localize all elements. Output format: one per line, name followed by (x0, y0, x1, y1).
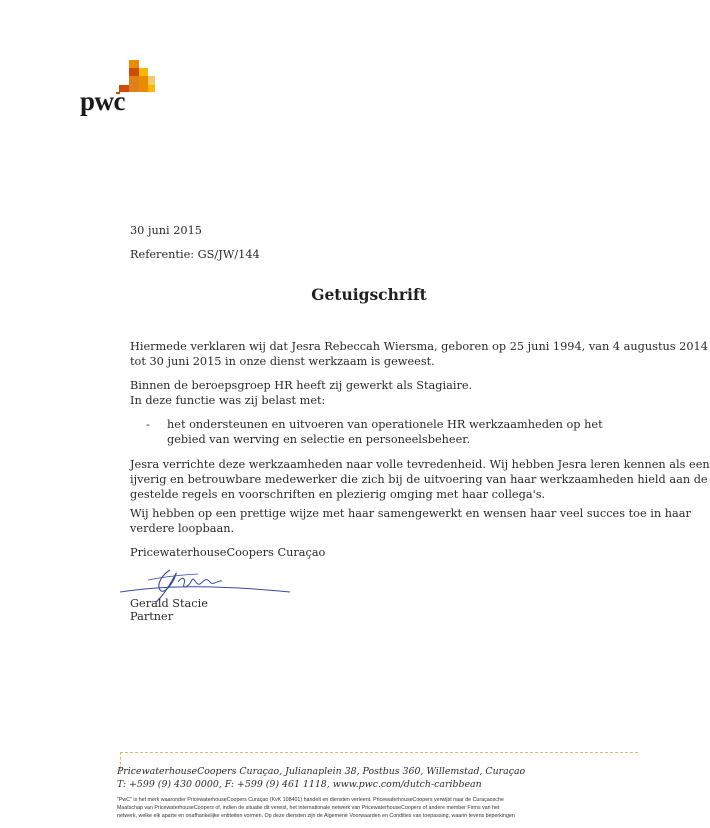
reference-number: Referentie: GS/JW/144 (130, 248, 260, 261)
signer-title: Partner (130, 610, 174, 623)
letter-date: 30 juni 2015 (130, 224, 202, 237)
paragraph-4-line-2: verdere loopbaan. (130, 522, 235, 535)
footer-legal-line-3: netwerk, welke elk aparte en onafhankelijke entiteiten vormen. Op deze diensten zijn de Algemene Voorwaarden en Condities van toepassing, waarin tevens beperkingen (117, 813, 515, 819)
footer-legal-line-1: "PwC" is het merk waaronder PricewaterhouseCoopers Curaçao (KvK 108401) handelt en diensten verleent. PricewaterhouseCoopers verwijst naar de Curaçaosche (117, 797, 504, 803)
bullet-line-1: het ondersteunen en uitvoeren van operationele HR werkzaamheden op het (167, 418, 603, 431)
footer-address: PricewaterhouseCoopers Curaçao, Julianaplein 38, Postbus 360, Willemstad, Curaçao (117, 766, 526, 777)
paragraph-1-line-1: Hiermede verklaren wij dat Jesra Rebeccah Wiersma, geboren op 25 juni 1994, van 4 augustus 2014 (130, 340, 708, 353)
bullet-dash: - (146, 418, 150, 431)
company-name: PricewaterhouseCoopers Curaçao (130, 546, 326, 559)
footer-legal-line-2: Maatschap van PricewaterhouseCoopers of, indien de situatie dit vereist, het internationale netwerk van PricewaterhouseCoopers of andere member Firms van het (117, 805, 500, 811)
paragraph-3-line-1: Jesra verrichte deze werkzaamheden naar volle tevredenheid. Wij hebben Jesra leren kennen als een (130, 458, 710, 471)
pwc-logo-text: pwc (80, 86, 125, 116)
paragraph-3-line-2: ijverig en betrouwbare medewerker die zich bij de uitvoering van haar werkzaamheden hield aan de (130, 473, 708, 486)
paragraph-4-line-1: Wij hebben op een prettige wijze met haar samengewerkt en wensen haar veel succes toe in haar (130, 507, 691, 520)
paragraph-2-line-1: Binnen de beroepsgroep HR heeft zij gewerkt als Stagiaire. (130, 379, 473, 392)
paragraph-1-line-2: tot 30 juni 2015 in onze dienst werkzaam is geweest. (130, 355, 435, 368)
footer-contact: T: +599 (9) 430 0000, F: +599 (9) 461 1118, www.pwc.com/dutch-caribbean (117, 779, 482, 790)
bullet-line-2: gebied van werving en selectie en personeelsbeheer. (167, 433, 471, 446)
paragraph-2-line-2: In deze functie was zij belast met: (130, 394, 326, 407)
paragraph-3-line-3: gestelde regels en voorschriften en plezierig omging met haar collega's. (130, 488, 546, 501)
footer-divider (120, 752, 638, 753)
document-title: Getuigschrift (311, 285, 427, 304)
signer-name: Gerald Stacie (130, 597, 208, 610)
